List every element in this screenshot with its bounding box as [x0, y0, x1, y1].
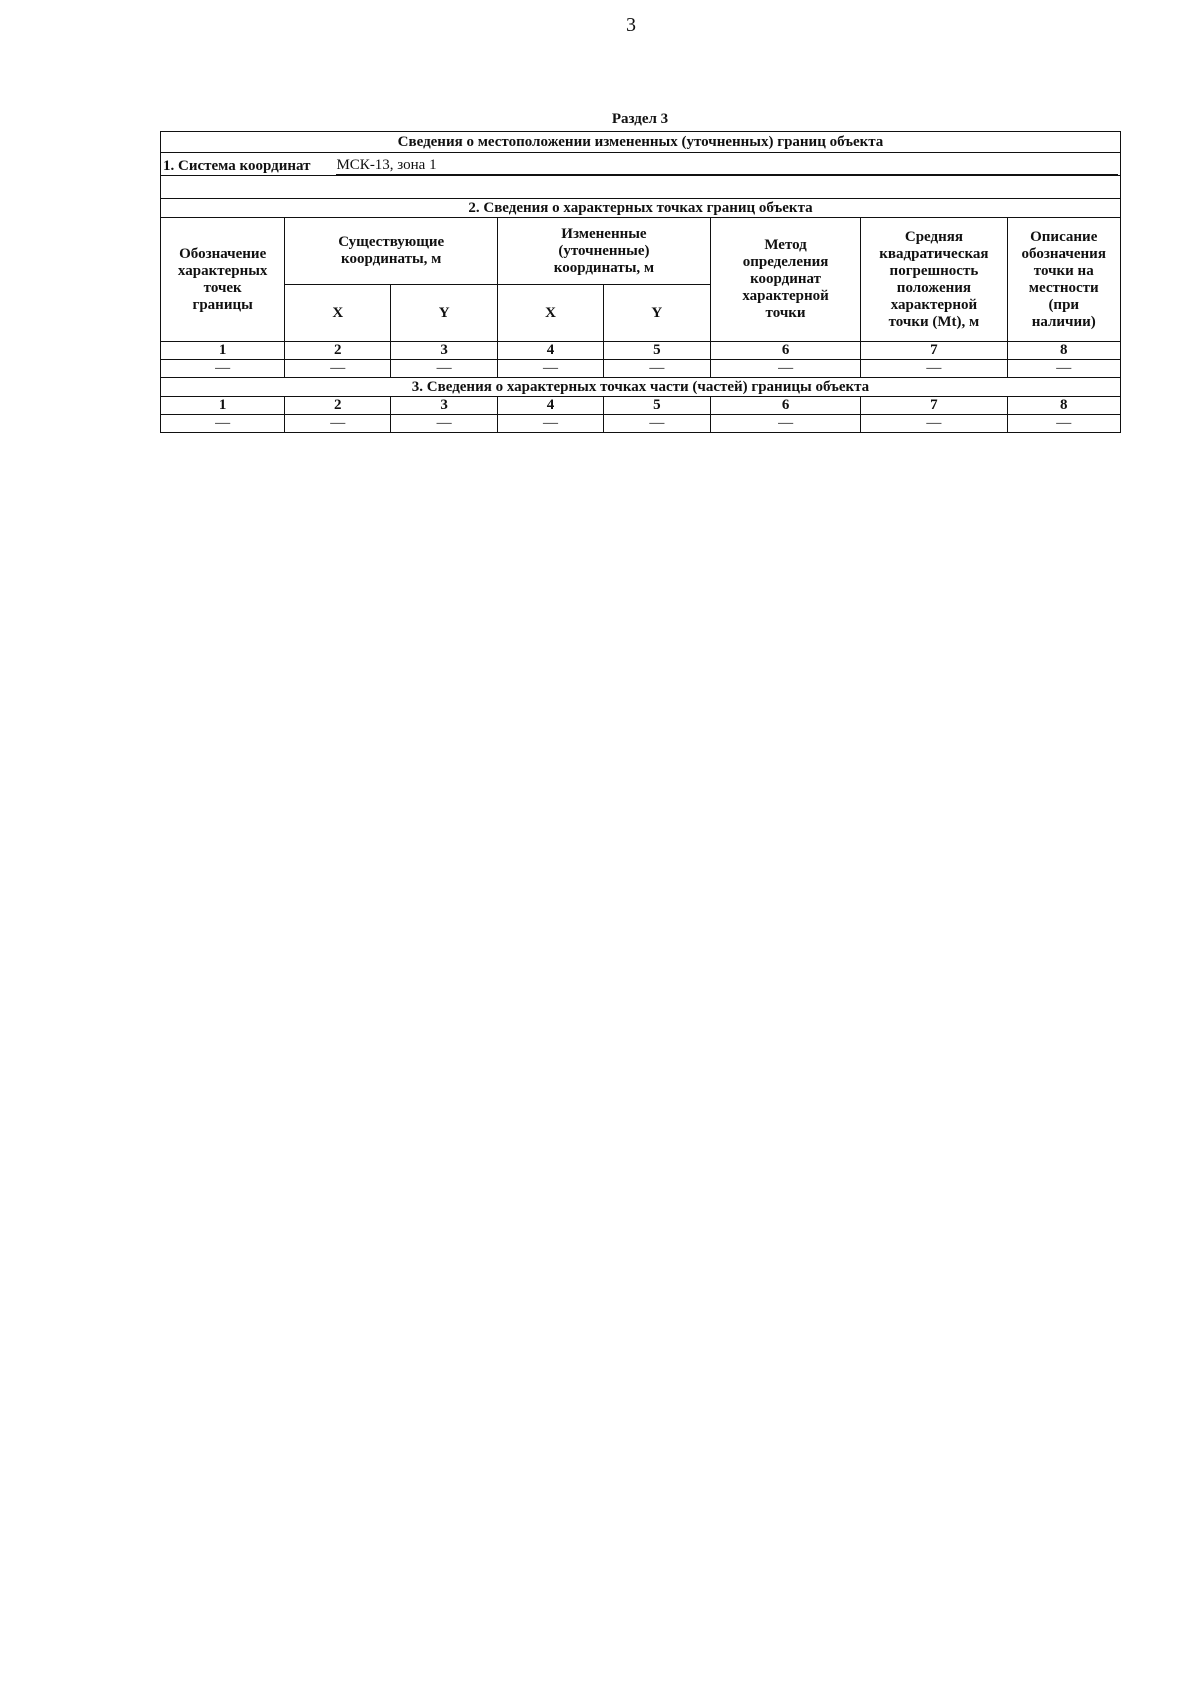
column-number: 4 — [498, 342, 604, 360]
table-title: Сведения о местоположении измененных (уточненных) границ объекта — [161, 132, 1121, 153]
column-number: 1 — [161, 342, 285, 360]
table-row — [161, 415, 1121, 433]
table-cell: — — [285, 360, 391, 378]
column-number: 7 — [861, 397, 1007, 415]
parts-section-title: 3. Сведения о характерных точках части (частей) границы объекта — [161, 378, 1121, 397]
column-number: 6 — [710, 397, 861, 415]
header-method: Метод определения координат характерной точки — [710, 218, 861, 342]
coord-system-row — [161, 153, 1121, 176]
table-cell: — — [391, 415, 498, 433]
coord-system-value: МСК-13, зона 1 — [336, 156, 1118, 175]
section-title: Раздел 3 — [611, 111, 669, 127]
table-cell: — — [1007, 415, 1121, 433]
header-x-existing: X — [285, 285, 391, 342]
header-y-changed: Y — [603, 285, 710, 342]
table-cell: — — [285, 415, 391, 433]
table-cell: — — [861, 360, 1007, 378]
table-cell: — — [603, 360, 710, 378]
column-number: 2 — [285, 397, 391, 415]
column-numbers-row — [161, 397, 1121, 415]
table-cell: — — [161, 415, 285, 433]
column-number: 8 — [1007, 342, 1121, 360]
column-number: 3 — [391, 397, 498, 415]
column-number: 3 — [391, 342, 498, 360]
points-section-title: 2. Сведения о характерных точках границ объекта — [161, 199, 1121, 218]
table-cell: — — [498, 360, 604, 378]
table-row — [161, 360, 1121, 378]
table-cell: — — [710, 360, 861, 378]
table-cell: — — [710, 415, 861, 433]
column-number: 2 — [285, 342, 391, 360]
column-number: 4 — [498, 397, 604, 415]
boundary-table — [160, 131, 1121, 433]
column-number: 5 — [603, 397, 710, 415]
table-cell: — — [603, 415, 710, 433]
table-cell: — — [1007, 360, 1121, 378]
table-cell: — — [391, 360, 498, 378]
blank-row — [161, 176, 1121, 199]
column-number: 8 — [1007, 397, 1121, 415]
header-designation: Обозначение характерных точек границы — [161, 218, 285, 342]
header-error: Средняя квадратическая погрешность положения характерной точки (Mt), м — [861, 218, 1007, 342]
header-existing: Существующие координаты, м — [285, 218, 498, 285]
column-number: 7 — [861, 342, 1007, 360]
table-cell: — — [498, 415, 604, 433]
header-y-existing: Y — [391, 285, 498, 342]
column-number: 1 — [161, 397, 285, 415]
header-description: Описание обозначения точки на местности (при наличии) — [1007, 218, 1121, 342]
header-x-changed: X — [498, 285, 604, 342]
header-changed: Измененные (уточненные) координаты, м — [498, 218, 711, 285]
page-number: 3 — [626, 14, 636, 36]
column-number: 5 — [603, 342, 710, 360]
column-numbers-row — [161, 342, 1121, 360]
table-cell: — — [161, 360, 285, 378]
coord-system-label: 1. Система координат — [163, 158, 311, 174]
table-cell: — — [861, 415, 1007, 433]
column-number: 6 — [710, 342, 861, 360]
